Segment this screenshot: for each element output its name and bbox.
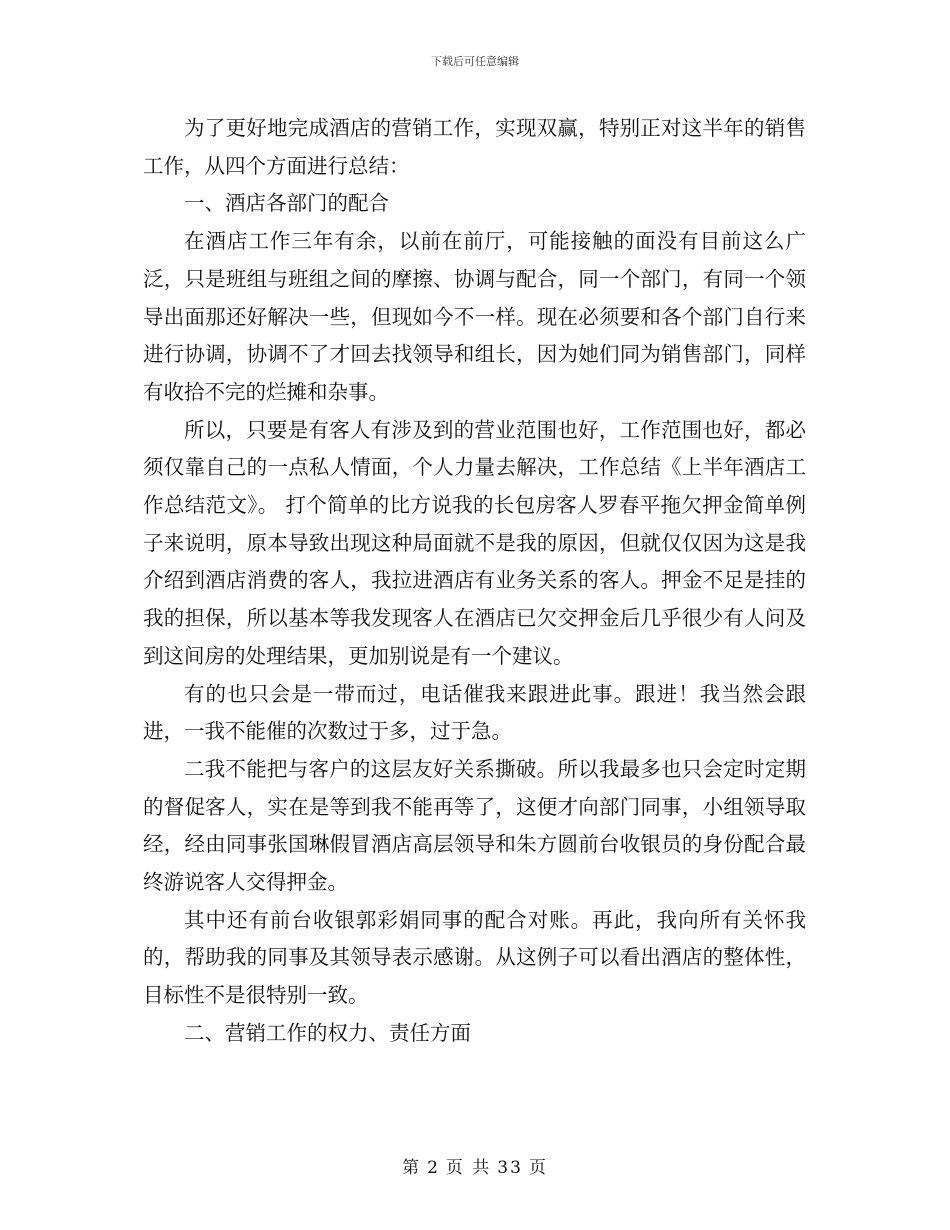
paragraph: 其中还有前台收银郭彩娟同事的配合对账。再此，我向所有关怀我的，帮助我的同事及其领导表示感谢。从这例子可以看出酒店的整体性，目标性不是很特别一致。	[143, 907, 806, 1008]
footer-prefix: 第	[402, 1158, 422, 1178]
document-body	[143, 110, 806, 1053]
paragraph: 所以，只要是有客人有涉及到的营业范围也好，工作范围也好，都必须仅靠自己的一点私人情面，个人力量去解决，工作总结《上半年酒店工作总结范文》。 打个简单的比方说我的长包房客人罗春平拖欠押金简单例子来说明，原本导致出现这种局面就不是我的原因，但就仅仅因为这是我介绍到酒店消费的客人，我拉进酒店有业务关系的客人。押金不足是挂的我的担保，所以基本等我发现客人在酒店已欠交押金后几乎很少有人问及到这间房的处理结果，更加别说是有一个建议。	[143, 417, 806, 668]
current-page-number: 2	[427, 1158, 440, 1178]
paragraph: 有的也只会是一带而过，电话催我来跟进此事。跟进！我当然会跟进，一我不能催的次数过于多，过于急。	[143, 681, 806, 744]
paragraph: 二我不能把与客户的这层友好关系撕破。所以我最多也只会定时定期的督促客人，实在是等到我不能再等了，这便才向部门同事，小组领导取经，经由同事张国琳假冒酒店高层领导和朱方圆前台收银员的身份配合最终游说客人交得押金。	[143, 756, 806, 895]
paragraph-intro: 为了更好地完成酒店的营销工作，实现双赢，特别正对这半年的销售工作，从四个方面进行总结：	[143, 116, 806, 178]
footer-middle: 页 共	[445, 1158, 492, 1178]
footer-suffix: 页	[528, 1158, 548, 1178]
section-heading-2: 二、营销工作的权力、责任方面	[184, 1020, 471, 1045]
total-pages-number: 33	[497, 1158, 523, 1178]
paragraph: 在酒店工作三年有余，以前在前厅，可能接触的面没有目前这么广泛，只是班组与班组之间的摩擦、协调与配合，同一个部门，有同一个领导出面那还好解决一些，但现如今不一样。现在必须要和各个部门自行来进行协调，协调不了才回去找领导和组长，因为她们同为销售部门，同样有收拾不完的烂摊和杂事。	[143, 229, 806, 404]
page-footer	[0, 1153, 950, 1178]
section-heading-1: 一、酒店各部门的配合	[184, 191, 389, 216]
page-header-note: 下载后可任意编辑	[431, 55, 519, 68]
